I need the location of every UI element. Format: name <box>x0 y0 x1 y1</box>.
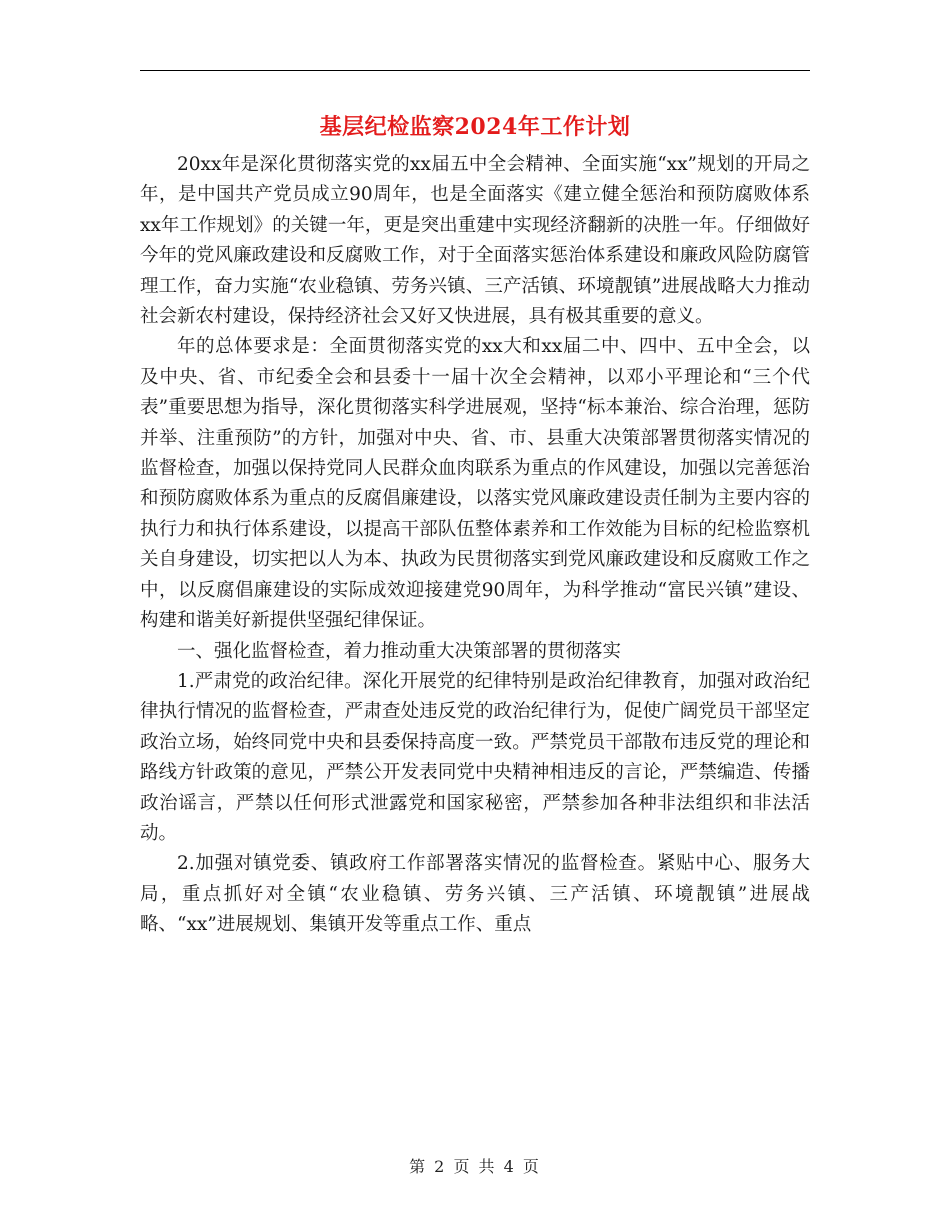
document-title: 基层纪检监察2024年工作计划 <box>319 114 631 140</box>
paragraph-item-1: 1.严肃党的政治纪律。深化开展党的纪律特别是政治纪律教育，加强对政治纪律执行情况的监督检查，严肃查处违反党的政治纪律行为，促使广阔党员干部坚定政治立场，始终同党中央和县委保持高度一致。严禁党员干部散布违反党的理论和路线方针政策的意见，严禁公开发表同党中央精神相违反的言论，严禁编造、传播政治谣言，严禁以任何形式泄露党和国家秘密，严禁参加各种非法组织和非法活动。 <box>140 670 810 844</box>
page-number-footer: 第 2 页 共 4 页 <box>409 1157 541 1176</box>
header-rule <box>140 70 810 71</box>
paragraph-item-2: 2.加强对镇党委、镇政府工作部署落实情况的监督检查。紧贴中心、服务大局，重点抓好对全镇“农业稳镇、劳务兴镇、三产活镇、环境靓镇”进展战略、“xx”进展规划、集镇开发等重点工作、重点 <box>140 853 810 936</box>
paragraph-general-requirements: 年的总体要求是：全面贯彻落实党的xx大和xx届二中、四中、五中全会，以及中央、省、市纪委全会和县委十一届十次全会精神，以邓小平理论和“三个代表”重要思想为指导，深化贯彻落实科学进展观，坚持“标本兼治、综合治理，惩防并举、注重预防”的方针，加强对中央、省、市、县重大决策部署贯彻落实情况的监督检查，加强以保持党同人民群众血肉联系为重点的作风建设，加强以完善惩治和预防腐败体系为重点的反腐倡廉建设，以落实党风廉政建设责任制为主要内容的执行力和执行体系建设，以提高干部队伍整体素养和工作效能为目标的纪检监察机关自身建设，切实把以人为本、执政为民贯彻落实到党风廉政建设和反腐败工作之中，以反腐倡廉建设的实际成效迎接建党90周年，为科学推动“富民兴镇”建设、构建和谐美好新提供坚强纪律保证。 <box>140 336 810 632</box>
paragraph-intro: 20xx年是深化贯彻落实党的xx届五中全会精神、全面实施“xx”规划的开局之年，是中国共产党员成立90周年，也是全面落实《建立健全惩治和预防腐败体系xx年工作规划》的关键一年，更是突出重建中实现经济翻新的决胜一年。仔细做好今年的党风廉政建设和反腐败工作，对于全面落实惩治体系建设和廉政风险防腐管理工作，奋力实施“农业稳镇、劳务兴镇、三产活镇、环境靓镇”进展战略大力推动社会新农村建设，保持经济社会又好又快进展，具有极其重要的意义。 <box>140 154 810 328</box>
document-body <box>140 150 810 941</box>
section-heading-1: 一、强化监督检查，着力推动重大决策部署的贯彻落实 <box>177 640 622 662</box>
